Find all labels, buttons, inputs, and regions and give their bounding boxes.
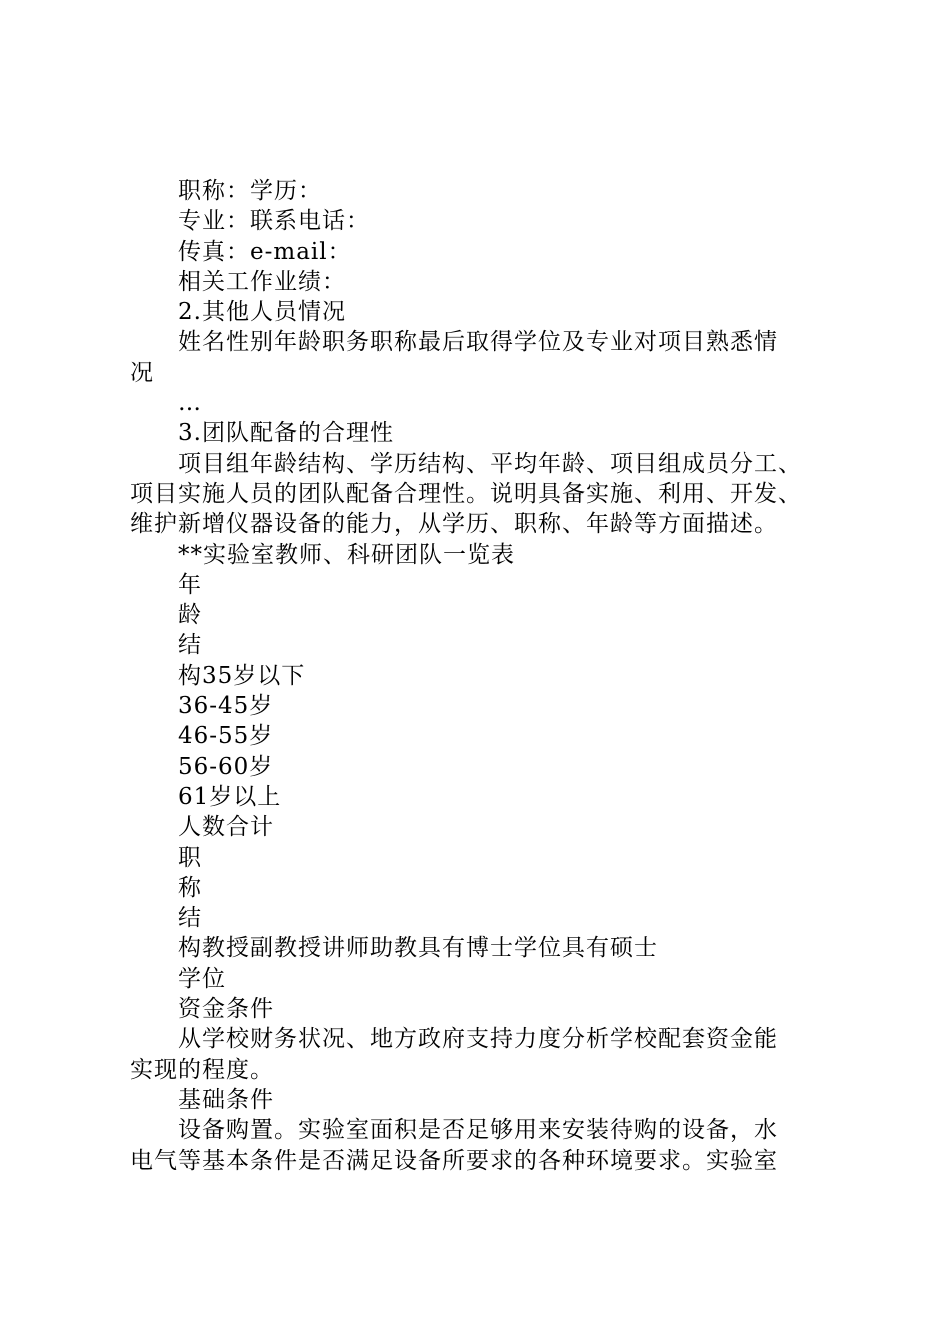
section-heading-funding: 资金条件 [178,996,274,1023]
title-label-char-1: 职 [178,844,202,871]
section-heading-infrastructure: 基础条件 [178,1086,274,1113]
age-56-60-line: 56-60岁 [178,753,274,780]
staff-columns-paragraph [130,327,840,388]
table-title-line: **实验室教师、科研团队一览表 [178,541,515,568]
team-fit-line-3: 维护新增仪器设备的能力，从学历、职称、年龄等方面描述。 [130,511,778,538]
section-heading-team-fit: 3.团队配备的合理性 [178,420,394,447]
age-under-35-line: 构35岁以下 [178,662,306,689]
work-achievements-line: 相关工作业绩： [178,268,346,295]
section-heading-other-staff: 2.其他人员情况 [178,299,346,326]
staff-columns-line-2: 况 [130,359,154,386]
team-fit-line-1: 项目组年龄结构、学历结构、平均年龄、项目组成员分工、 [178,450,802,477]
document-page [130,176,840,1176]
age-over-61-line: 61岁以上 [178,783,282,810]
age-label-char-1: 年 [178,571,202,598]
major-phone-line: 专业：联系电话： [178,208,370,235]
funding-paragraph [130,1024,840,1085]
team-fit-paragraph [130,449,840,540]
title-label-char-2: 称 [178,874,202,901]
equipment-paragraph [130,1115,840,1176]
title-education-line: 职称：学历： [178,178,322,204]
funding-line-2: 实现的程度。 [130,1056,274,1083]
team-fit-line-2: 项目实施人员的团队配备合理性。说明具备实施、利用、开发、 [130,480,802,507]
equipment-line-1: 设备购置。实验室面积是否足够用来安装待购的设备，水 [178,1117,778,1144]
fax-email-line: 传真：e-mail： [178,238,352,265]
ellipsis-line: … [178,390,202,417]
staff-columns-line-1: 姓名性别年龄职务职称最后取得学位及专业对项目熟悉情 [178,329,778,356]
funding-line-1: 从学校财务状况、地方政府支持力度分析学校配套资金能 [178,1026,778,1053]
equipment-line-2: 电气等基本条件是否满足设备所要求的各种环境要求。实验室 [130,1147,778,1174]
age-46-55-line: 46-55岁 [178,723,274,750]
title-label-char-3: 结 [178,905,202,932]
age-label-char-2: 龄 [178,602,202,629]
total-count-line: 人数合计 [178,814,274,841]
degree-line: 学位 [178,965,226,992]
age-label-char-3: 结 [178,632,202,659]
title-structure-line: 构教授副教授讲师助教具有博士学位具有硕士 [178,935,658,962]
age-36-45-line: 36-45岁 [178,693,274,720]
